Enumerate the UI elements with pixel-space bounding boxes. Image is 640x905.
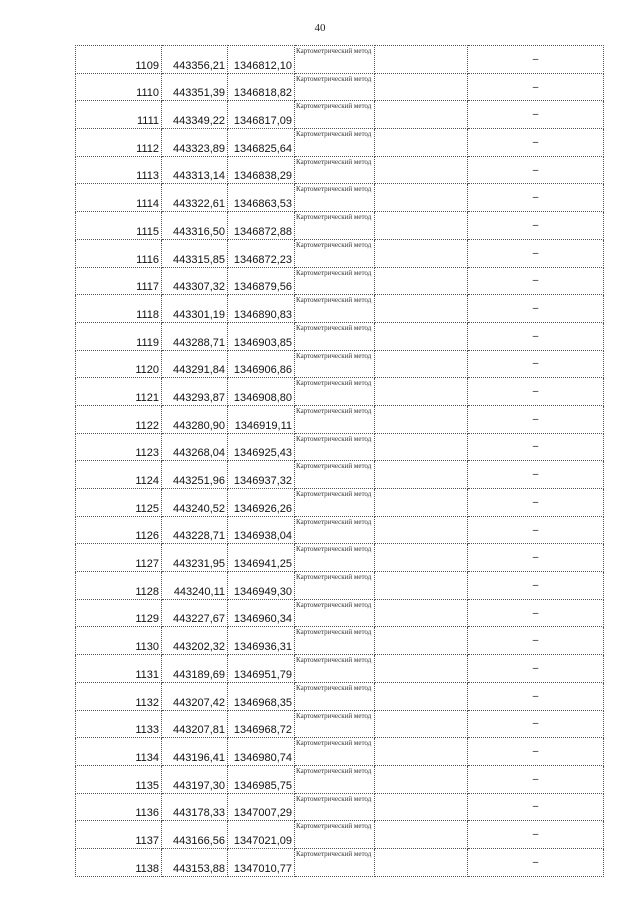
method-cell: Картометрический метод <box>295 239 375 267</box>
table-row <box>76 544 604 572</box>
y-coordinate-cell: 1346937,32 <box>228 461 295 489</box>
empty-cell <box>375 73 468 101</box>
table-row <box>76 350 604 378</box>
point-number-cell: 1127 <box>76 544 162 572</box>
y-coordinate-cell: 1346980,74 <box>228 738 295 766</box>
table-row <box>76 848 604 876</box>
point-number-cell: 1133 <box>76 710 162 738</box>
point-number-cell: 1126 <box>76 516 162 544</box>
method-cell: Картометрический метод <box>295 405 375 433</box>
empty-cell <box>375 516 468 544</box>
method-cell: Картометрический метод <box>295 295 375 323</box>
table-row <box>76 322 604 350</box>
method-cell: Картометрический метод <box>295 378 375 406</box>
x-coordinate-cell: 443316,50 <box>162 212 228 240</box>
note-cell: – <box>468 295 604 323</box>
method-cell: Картометрический метод <box>295 765 375 793</box>
point-number-cell: 1123 <box>76 433 162 461</box>
note-cell: – <box>468 793 604 821</box>
y-coordinate-cell: 1346925,43 <box>228 433 295 461</box>
method-cell: Картометрический метод <box>295 461 375 489</box>
empty-cell <box>375 405 468 433</box>
note-cell: – <box>468 655 604 683</box>
note-cell: – <box>468 738 604 766</box>
x-coordinate-cell: 443207,42 <box>162 682 228 710</box>
method-cell: Картометрический метод <box>295 738 375 766</box>
y-coordinate-cell: 1346985,75 <box>228 765 295 793</box>
table-row <box>76 572 604 600</box>
table-row <box>76 267 604 295</box>
empty-cell <box>375 765 468 793</box>
table-row <box>76 101 604 129</box>
method-cell: Картометрический метод <box>295 129 375 157</box>
note-cell: – <box>468 239 604 267</box>
y-coordinate-cell: 1346926,26 <box>228 489 295 517</box>
empty-cell <box>375 322 468 350</box>
method-cell: Картометрический метод <box>295 599 375 627</box>
y-coordinate-cell: 1346872,88 <box>228 212 295 240</box>
x-coordinate-cell: 443196,41 <box>162 738 228 766</box>
point-number-cell: 1132 <box>76 682 162 710</box>
empty-cell <box>375 489 468 517</box>
note-cell: – <box>468 627 604 655</box>
point-number-cell: 1135 <box>76 765 162 793</box>
empty-cell <box>375 101 468 129</box>
y-coordinate-cell: 1346949,30 <box>228 572 295 600</box>
empty-cell <box>375 267 468 295</box>
method-cell: Картометрический метод <box>295 793 375 821</box>
table-row <box>76 765 604 793</box>
y-coordinate-cell: 1347021,09 <box>228 821 295 849</box>
point-number-cell: 1116 <box>76 239 162 267</box>
point-number-cell: 1130 <box>76 627 162 655</box>
x-coordinate-cell: 443231,95 <box>162 544 228 572</box>
point-number-cell: 1118 <box>76 295 162 323</box>
note-cell: – <box>468 599 604 627</box>
method-cell: Картометрический метод <box>295 101 375 129</box>
point-number-cell: 1115 <box>76 212 162 240</box>
note-cell: – <box>468 73 604 101</box>
y-coordinate-cell: 1346906,86 <box>228 350 295 378</box>
table-row <box>76 461 604 489</box>
y-coordinate-cell: 1346903,85 <box>228 322 295 350</box>
note-cell: – <box>468 405 604 433</box>
method-cell: Картометрический метод <box>295 572 375 600</box>
y-coordinate-cell: 1346817,09 <box>228 101 295 129</box>
table-row <box>76 516 604 544</box>
method-cell: Картометрический метод <box>295 516 375 544</box>
x-coordinate-cell: 443323,89 <box>162 129 228 157</box>
y-coordinate-cell: 1346960,34 <box>228 599 295 627</box>
point-number-cell: 1124 <box>76 461 162 489</box>
x-coordinate-cell: 443240,52 <box>162 489 228 517</box>
x-coordinate-cell: 443197,30 <box>162 765 228 793</box>
table-row <box>76 212 604 240</box>
method-cell: Картометрический метод <box>295 627 375 655</box>
note-cell: – <box>468 848 604 876</box>
empty-cell <box>375 212 468 240</box>
table-row <box>76 710 604 738</box>
table-row <box>76 405 604 433</box>
y-coordinate-cell: 1346968,35 <box>228 682 295 710</box>
empty-cell <box>375 378 468 406</box>
x-coordinate-cell: 443313,14 <box>162 156 228 184</box>
empty-cell <box>375 599 468 627</box>
table-row <box>76 821 604 849</box>
note-cell: – <box>468 129 604 157</box>
point-number-cell: 1110 <box>76 73 162 101</box>
table-row <box>76 295 604 323</box>
method-cell: Картометрический метод <box>295 156 375 184</box>
x-coordinate-cell: 443153,88 <box>162 848 228 876</box>
note-cell: – <box>468 489 604 517</box>
empty-cell <box>375 848 468 876</box>
empty-cell <box>375 572 468 600</box>
point-number-cell: 1117 <box>76 267 162 295</box>
empty-cell <box>375 129 468 157</box>
y-coordinate-cell: 1346951,79 <box>228 655 295 683</box>
y-coordinate-cell: 1346812,10 <box>228 46 295 74</box>
point-number-cell: 1113 <box>76 156 162 184</box>
y-coordinate-cell: 1346919,11 <box>228 405 295 433</box>
empty-cell <box>375 738 468 766</box>
note-cell: – <box>468 212 604 240</box>
point-number-cell: 1125 <box>76 489 162 517</box>
coordinates-table <box>75 45 604 877</box>
table-row <box>76 378 604 406</box>
empty-cell <box>375 184 468 212</box>
note-cell: – <box>468 350 604 378</box>
x-coordinate-cell: 443280,90 <box>162 405 228 433</box>
table-row <box>76 627 604 655</box>
x-coordinate-cell: 443251,96 <box>162 461 228 489</box>
method-cell: Картометрический метод <box>295 350 375 378</box>
table-body <box>76 46 604 877</box>
y-coordinate-cell: 1346879,56 <box>228 267 295 295</box>
x-coordinate-cell: 443293,87 <box>162 378 228 406</box>
y-coordinate-cell: 1346838,29 <box>228 156 295 184</box>
note-cell: – <box>468 544 604 572</box>
note-cell: – <box>468 572 604 600</box>
x-coordinate-cell: 443166,56 <box>162 821 228 849</box>
table-row <box>76 793 604 821</box>
empty-cell <box>375 655 468 683</box>
x-coordinate-cell: 443228,71 <box>162 516 228 544</box>
point-number-cell: 1128 <box>76 572 162 600</box>
x-coordinate-cell: 443202,32 <box>162 627 228 655</box>
empty-cell <box>375 821 468 849</box>
empty-cell <box>375 461 468 489</box>
method-cell: Картометрический метод <box>295 212 375 240</box>
method-cell: Картометрический метод <box>295 821 375 849</box>
x-coordinate-cell: 443307,32 <box>162 267 228 295</box>
note-cell: – <box>468 322 604 350</box>
table-row <box>76 129 604 157</box>
table-row <box>76 46 604 74</box>
empty-cell <box>375 682 468 710</box>
x-coordinate-cell: 443349,22 <box>162 101 228 129</box>
x-coordinate-cell: 443240,11 <box>162 572 228 600</box>
note-cell: – <box>468 46 604 74</box>
y-coordinate-cell: 1346872,23 <box>228 239 295 267</box>
y-coordinate-cell: 1346825,64 <box>228 129 295 157</box>
table-row <box>76 738 604 766</box>
table-row <box>76 682 604 710</box>
note-cell: – <box>468 682 604 710</box>
note-cell: – <box>468 156 604 184</box>
method-cell: Картометрический метод <box>295 184 375 212</box>
point-number-cell: 1109 <box>76 46 162 74</box>
method-cell: Картометрический метод <box>295 710 375 738</box>
point-number-cell: 1137 <box>76 821 162 849</box>
x-coordinate-cell: 443288,71 <box>162 322 228 350</box>
method-cell: Картометрический метод <box>295 544 375 572</box>
table-row <box>76 489 604 517</box>
note-cell: – <box>468 267 604 295</box>
point-number-cell: 1136 <box>76 793 162 821</box>
point-number-cell: 1111 <box>76 101 162 129</box>
x-coordinate-cell: 443207,81 <box>162 710 228 738</box>
empty-cell <box>375 710 468 738</box>
y-coordinate-cell: 1346941,25 <box>228 544 295 572</box>
empty-cell <box>375 46 468 74</box>
point-number-cell: 1131 <box>76 655 162 683</box>
point-number-cell: 1122 <box>76 405 162 433</box>
note-cell: – <box>468 710 604 738</box>
table-row <box>76 433 604 461</box>
method-cell: Картометрический метод <box>295 73 375 101</box>
method-cell: Картометрический метод <box>295 433 375 461</box>
x-coordinate-cell: 443268,04 <box>162 433 228 461</box>
empty-cell <box>375 433 468 461</box>
y-coordinate-cell: 1346890,83 <box>228 295 295 323</box>
point-number-cell: 1112 <box>76 129 162 157</box>
empty-cell <box>375 350 468 378</box>
method-cell: Картометрический метод <box>295 322 375 350</box>
empty-cell <box>375 295 468 323</box>
point-number-cell: 1134 <box>76 738 162 766</box>
note-cell: – <box>468 821 604 849</box>
note-cell: – <box>468 461 604 489</box>
table-row <box>76 156 604 184</box>
x-coordinate-cell: 443351,39 <box>162 73 228 101</box>
table-row <box>76 73 604 101</box>
point-number-cell: 1114 <box>76 184 162 212</box>
method-cell: Картометрический метод <box>295 46 375 74</box>
note-cell: – <box>468 101 604 129</box>
note-cell: – <box>468 433 604 461</box>
note-cell: – <box>468 765 604 793</box>
empty-cell <box>375 544 468 572</box>
point-number-cell: 1120 <box>76 350 162 378</box>
method-cell: Картометрический метод <box>295 655 375 683</box>
x-coordinate-cell: 443356,21 <box>162 46 228 74</box>
table-row <box>76 599 604 627</box>
point-number-cell: 1121 <box>76 378 162 406</box>
y-coordinate-cell: 1346936,31 <box>228 627 295 655</box>
x-coordinate-cell: 443315,85 <box>162 239 228 267</box>
x-coordinate-cell: 443291,84 <box>162 350 228 378</box>
method-cell: Картометрический метод <box>295 682 375 710</box>
table-row <box>76 239 604 267</box>
point-number-cell: 1129 <box>76 599 162 627</box>
note-cell: – <box>468 516 604 544</box>
empty-cell <box>375 627 468 655</box>
method-cell: Картометрический метод <box>295 267 375 295</box>
x-coordinate-cell: 443322,61 <box>162 184 228 212</box>
y-coordinate-cell: 1347010,77 <box>228 848 295 876</box>
x-coordinate-cell: 443227,67 <box>162 599 228 627</box>
empty-cell <box>375 793 468 821</box>
method-cell: Картометрический метод <box>295 489 375 517</box>
y-coordinate-cell: 1346908,80 <box>228 378 295 406</box>
note-cell: – <box>468 378 604 406</box>
x-coordinate-cell: 443301,19 <box>162 295 228 323</box>
point-number-cell: 1119 <box>76 322 162 350</box>
table-row <box>76 655 604 683</box>
method-cell: Картометрический метод <box>295 848 375 876</box>
y-coordinate-cell: 1347007,29 <box>228 793 295 821</box>
y-coordinate-cell: 1346863,53 <box>228 184 295 212</box>
x-coordinate-cell: 443189,69 <box>162 655 228 683</box>
x-coordinate-cell: 443178,33 <box>162 793 228 821</box>
empty-cell <box>375 239 468 267</box>
empty-cell <box>375 156 468 184</box>
y-coordinate-cell: 1346938,04 <box>228 516 295 544</box>
y-coordinate-cell: 1346968,72 <box>228 710 295 738</box>
note-cell: – <box>468 184 604 212</box>
y-coordinate-cell: 1346818,82 <box>228 73 295 101</box>
point-number-cell: 1138 <box>76 848 162 876</box>
page-number: 40 <box>314 22 326 34</box>
table-row <box>76 184 604 212</box>
